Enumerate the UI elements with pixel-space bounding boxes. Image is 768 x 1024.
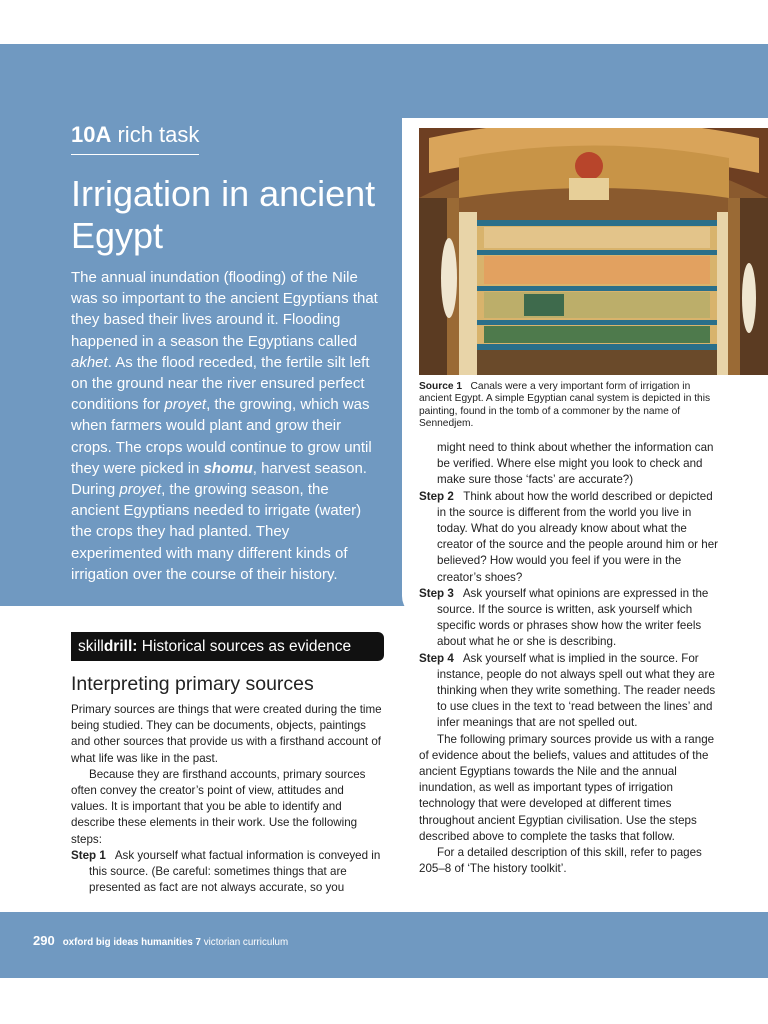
curriculum-label: victorian curriculum	[203, 937, 289, 948]
book-title: oxford big ideas humanities 7	[62, 937, 201, 948]
paragraph: Because they are firsthand accounts, primary sources often convey the creator’s point of view, attitudes and values. It is important that you be able to identify and describe these elements in their work. Use the following steps:	[71, 767, 366, 846]
step-3: Step 3 Ask yourself what opinions are expressed in the source. If the source is written, ask yourself which specific words or phrases show how the writer feels about what he or she is describing.	[419, 586, 709, 649]
right-column-text	[419, 440, 719, 877]
skilldrill-banner: skilldrill: Historical sources as evidence	[71, 632, 384, 661]
source-1-label: Source 1	[419, 381, 463, 392]
task-label	[71, 122, 199, 155]
term-proyet-2: proyet	[119, 481, 162, 499]
paragraph: Primary sources are things that were created during the time being studied. They can be documents, objects, paintings and other sources that provide us with a firsthand account of what life was like in the past.	[71, 703, 382, 765]
step-1: Step 1 Ask yourself what factual information is conveyed in this source. (Be careful: sometimes things that are presented as fact are not always accurate, so you	[71, 848, 381, 895]
source-1-caption	[419, 381, 719, 431]
task-label-text: rich task	[117, 122, 200, 147]
section-subheading: Interpreting primary sources	[71, 673, 314, 695]
tomb-painting-image	[419, 128, 768, 375]
left-column-text	[71, 702, 383, 896]
task-number: 10A	[71, 122, 112, 147]
skilldrill-title: Historical sources as evidence	[141, 638, 352, 655]
intro-paragraph: The annual inundation (flooding) of the Nile was so important to the ancient Egyptians that they based their lives around it. Flooding happened in a season the Egyptians called akhet. As the flood receded, the fertile silt left on the ground near the river ensured perfect conditions for proyet, the growing, which was when farmers would plant and grow their crops. The crops would continue to grow until they were picked in shomu, harvest season. During proyet, the growing season, the ancient Egyptians needed to irrigate (water) the crops they had planted. They experimented with many different kinds of irrigation over the course of their history.	[71, 269, 378, 583]
page-number: 290	[33, 933, 55, 948]
paragraph: For a detailed description of this skill, refer to pages 205–8 of ‘The history toolkit’.	[419, 846, 702, 876]
paragraph: The following primary sources provide us with a range of evidence about the beliefs, values and attitudes of the ancient Egyptians towards the Nile and the annual inundation, as well as important types of irrigation technology that were developed at different times throughout ancient Egyptian civilisation. Use the steps described above to complete the tasks that follow.	[419, 732, 715, 843]
term-shomu: shomu	[203, 459, 253, 477]
source-1-text: Canals were a very important form of irrigation in ancient Egypt. A simple Egyptian canal system is depicted in this painting, found in the tomb of a commoner by the name of Sennedjem.	[419, 381, 711, 430]
step-4: Step 4 Ask yourself what is implied in the source. For instance, people do not always spell out what they are thinking when they write something. The reader needs to use clues in the text to ‘read between the lines’ and infer meanings that are not spelled out.	[419, 651, 716, 730]
term-akhet: akhet	[71, 353, 108, 371]
page-title: Irrigation in ancient Egypt	[71, 173, 376, 256]
term-proyet: proyet	[164, 396, 207, 414]
step-2: Step 2 Think about how the world described or depicted in the source is different from the world you live in today. What do you already know about what the creator of the source and the people around him or her believed? How would you feel if you were in the creator’s shoes?	[419, 489, 719, 584]
footer-text	[33, 933, 288, 948]
step-1-continued: might need to think about whether the information can be verified. Where else might you look to check and make sure those ‘facts’ are accurate?)	[437, 441, 714, 487]
